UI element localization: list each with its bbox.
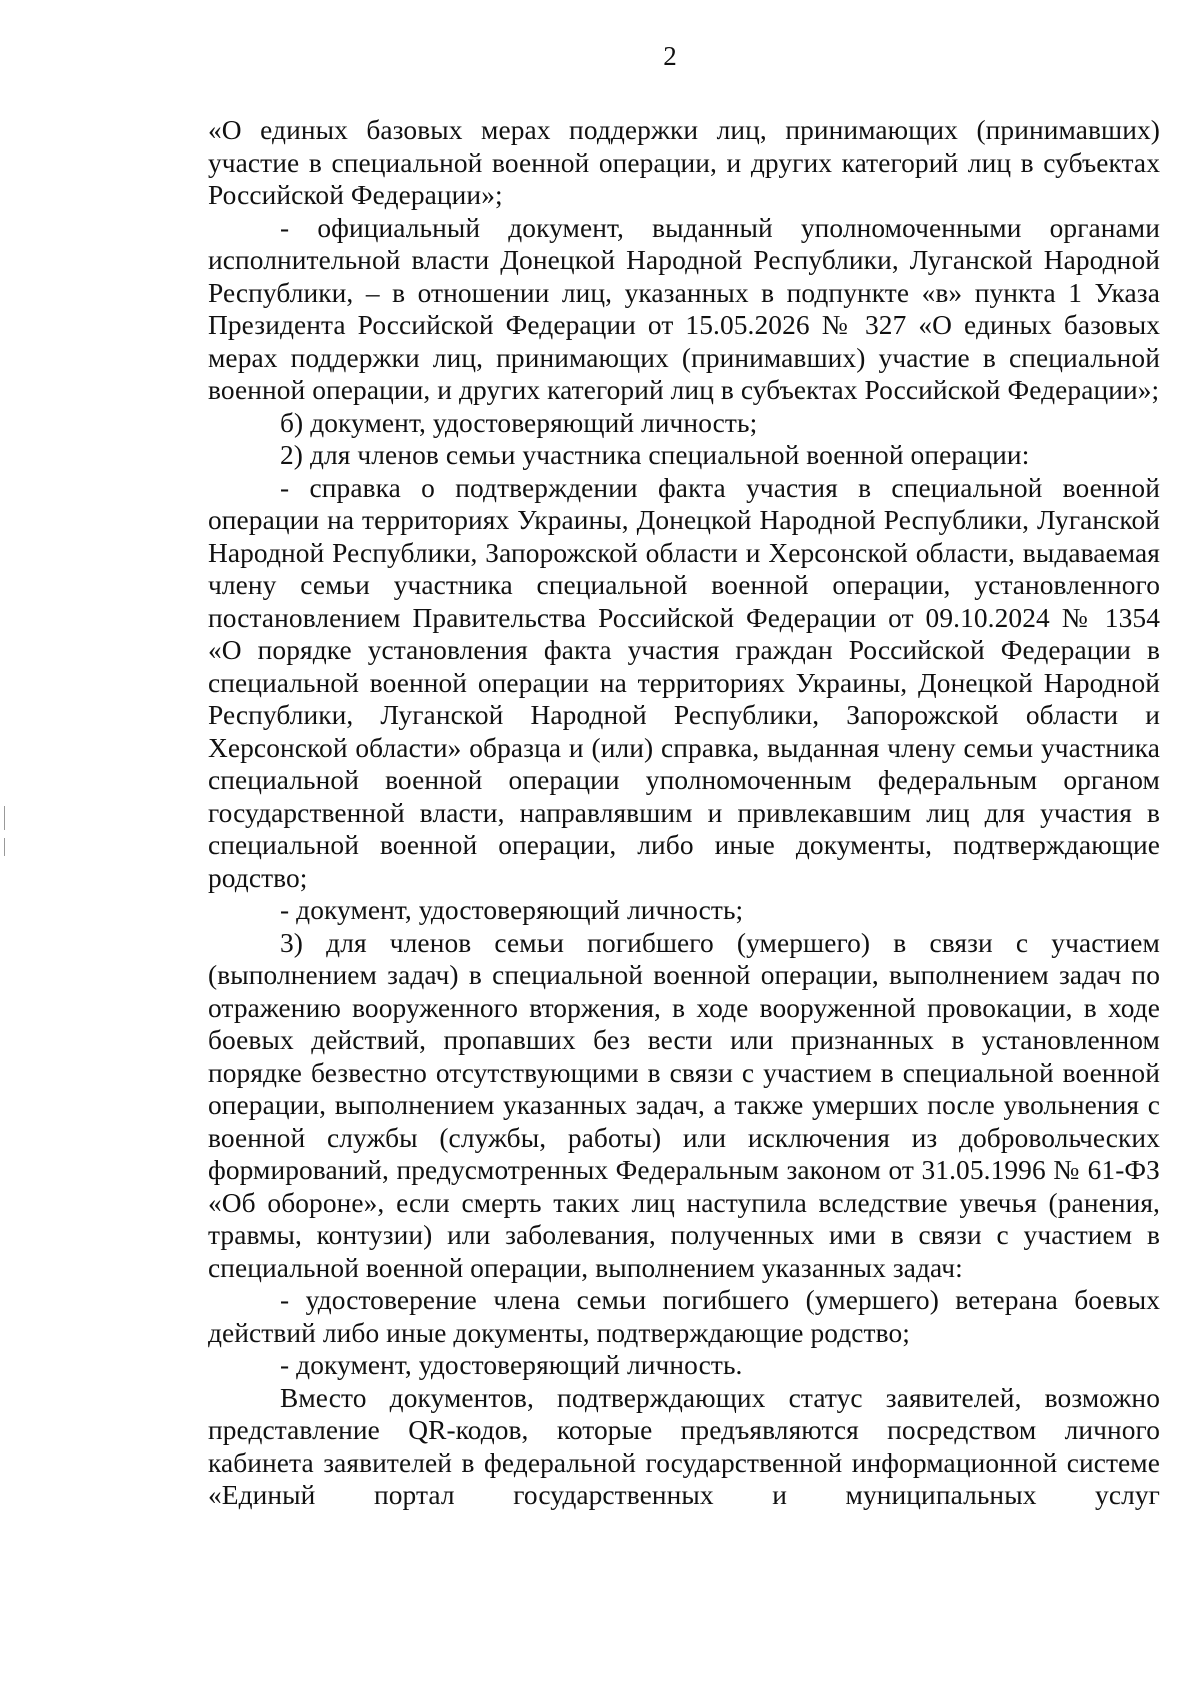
paragraph-participation-certificate: - справка о подтверждении факта участия в специальной военной операции на территориях Украины, Донецкой Народной Республики, Луганской Народной Республики, Запорожской области и Херсонской области, выдаваемая члену семьи участника специальной военной операции, установленного постановлением Правительства Российской Федерации от 09.10.2024 № 1354 «О порядке установления факта участия граждан Российской Федерации в специальной военной операции на территориях Украины, Донецкой Народной Республики, Луганской Народной Республики, Запорожской области и Херсонской области» образца и (или) справка, выданная члену семьи участника специальной военной операции уполномоченным федеральным органом государственной власти, направлявшим и привлекавшим лиц для участия в специальной военной операции, либо иные документы, подтверждающие родство; (208, 472, 1160, 893)
paragraph-identity-document-family: - документ, удостоверяющий личность; (280, 895, 744, 925)
paragraph-family-members-heading: 2) для членов семьи участника специальной военной операции: (280, 440, 1030, 470)
paragraph-family-member-certificate: - удостоверение члена семьи погибшего (умершего) ветерана боевых действий либо иные документы, подтверждающие родство; (208, 1285, 1160, 1348)
margin-scan-mark (4, 838, 5, 856)
paragraph-qr-codes: Вместо документов, подтверждающих статус заявителей, возможно представление QR-кодов, которые предъявляются посредством личного кабинета заявителей в федеральной государственной информационной системе «Единый портал государственных и муниципальных услуг (208, 1382, 1160, 1510)
page-number: 2 (663, 41, 677, 71)
paragraph-decree-title-continuation: «О единых базовых мерах поддержки лиц, принимающих (принимавших) участие в специальной военной операции, и других категорий лиц в субъектах Российской Федерации»; (208, 115, 1160, 210)
document-body (208, 114, 1160, 1512)
paragraph-official-document: - официальный документ, выданный уполномоченными органами исполнительной власти Донецкой Народной Республики, Луганской Народной Республики, – в отношении лиц, указанных в подпункте «в» пункта 1 Указа Президента Российской Федерации от 15.05.2026 № 327 «О единых базовых мерах поддержки лиц, принимающих (принимавших) участие в специальной военной операции, и других категорий лиц в субъектах Российской Федерации»; (208, 212, 1160, 405)
paragraph-deceased-family-members: 3) для членов семьи погибшего (умершего) в связи с участием (выполнением задач) в специальной военной операции, выполнением задач по отражению вооруженного вторжения, в ходе вооруженной провокации, в ходе боевых действий, пропавших без вести или признанных в установленном порядке безвестно отсутствующими в связи с участием в специальной военной операции, выполнением указанных задач, а также умерших после увольнения с военной службы (службы, работы) или исключения из добровольческих формирований, предусмотренных Федеральным законом от 31.05.1996 № 61-ФЗ «Об обороне», если смерть таких лиц наступила вследствие увечья (ранения, травмы, контузии) или заболевания, полученных ими в связи с участием в специальной военной операции, выполнением указанных задач: (208, 927, 1160, 1283)
paragraph-identity-document-b: б) документ, удостоверяющий личность; (280, 407, 758, 438)
margin-scan-mark (4, 806, 5, 830)
paragraph-identity-document-deceased-family: - документ, удостоверяющий личность. (280, 1350, 743, 1380)
